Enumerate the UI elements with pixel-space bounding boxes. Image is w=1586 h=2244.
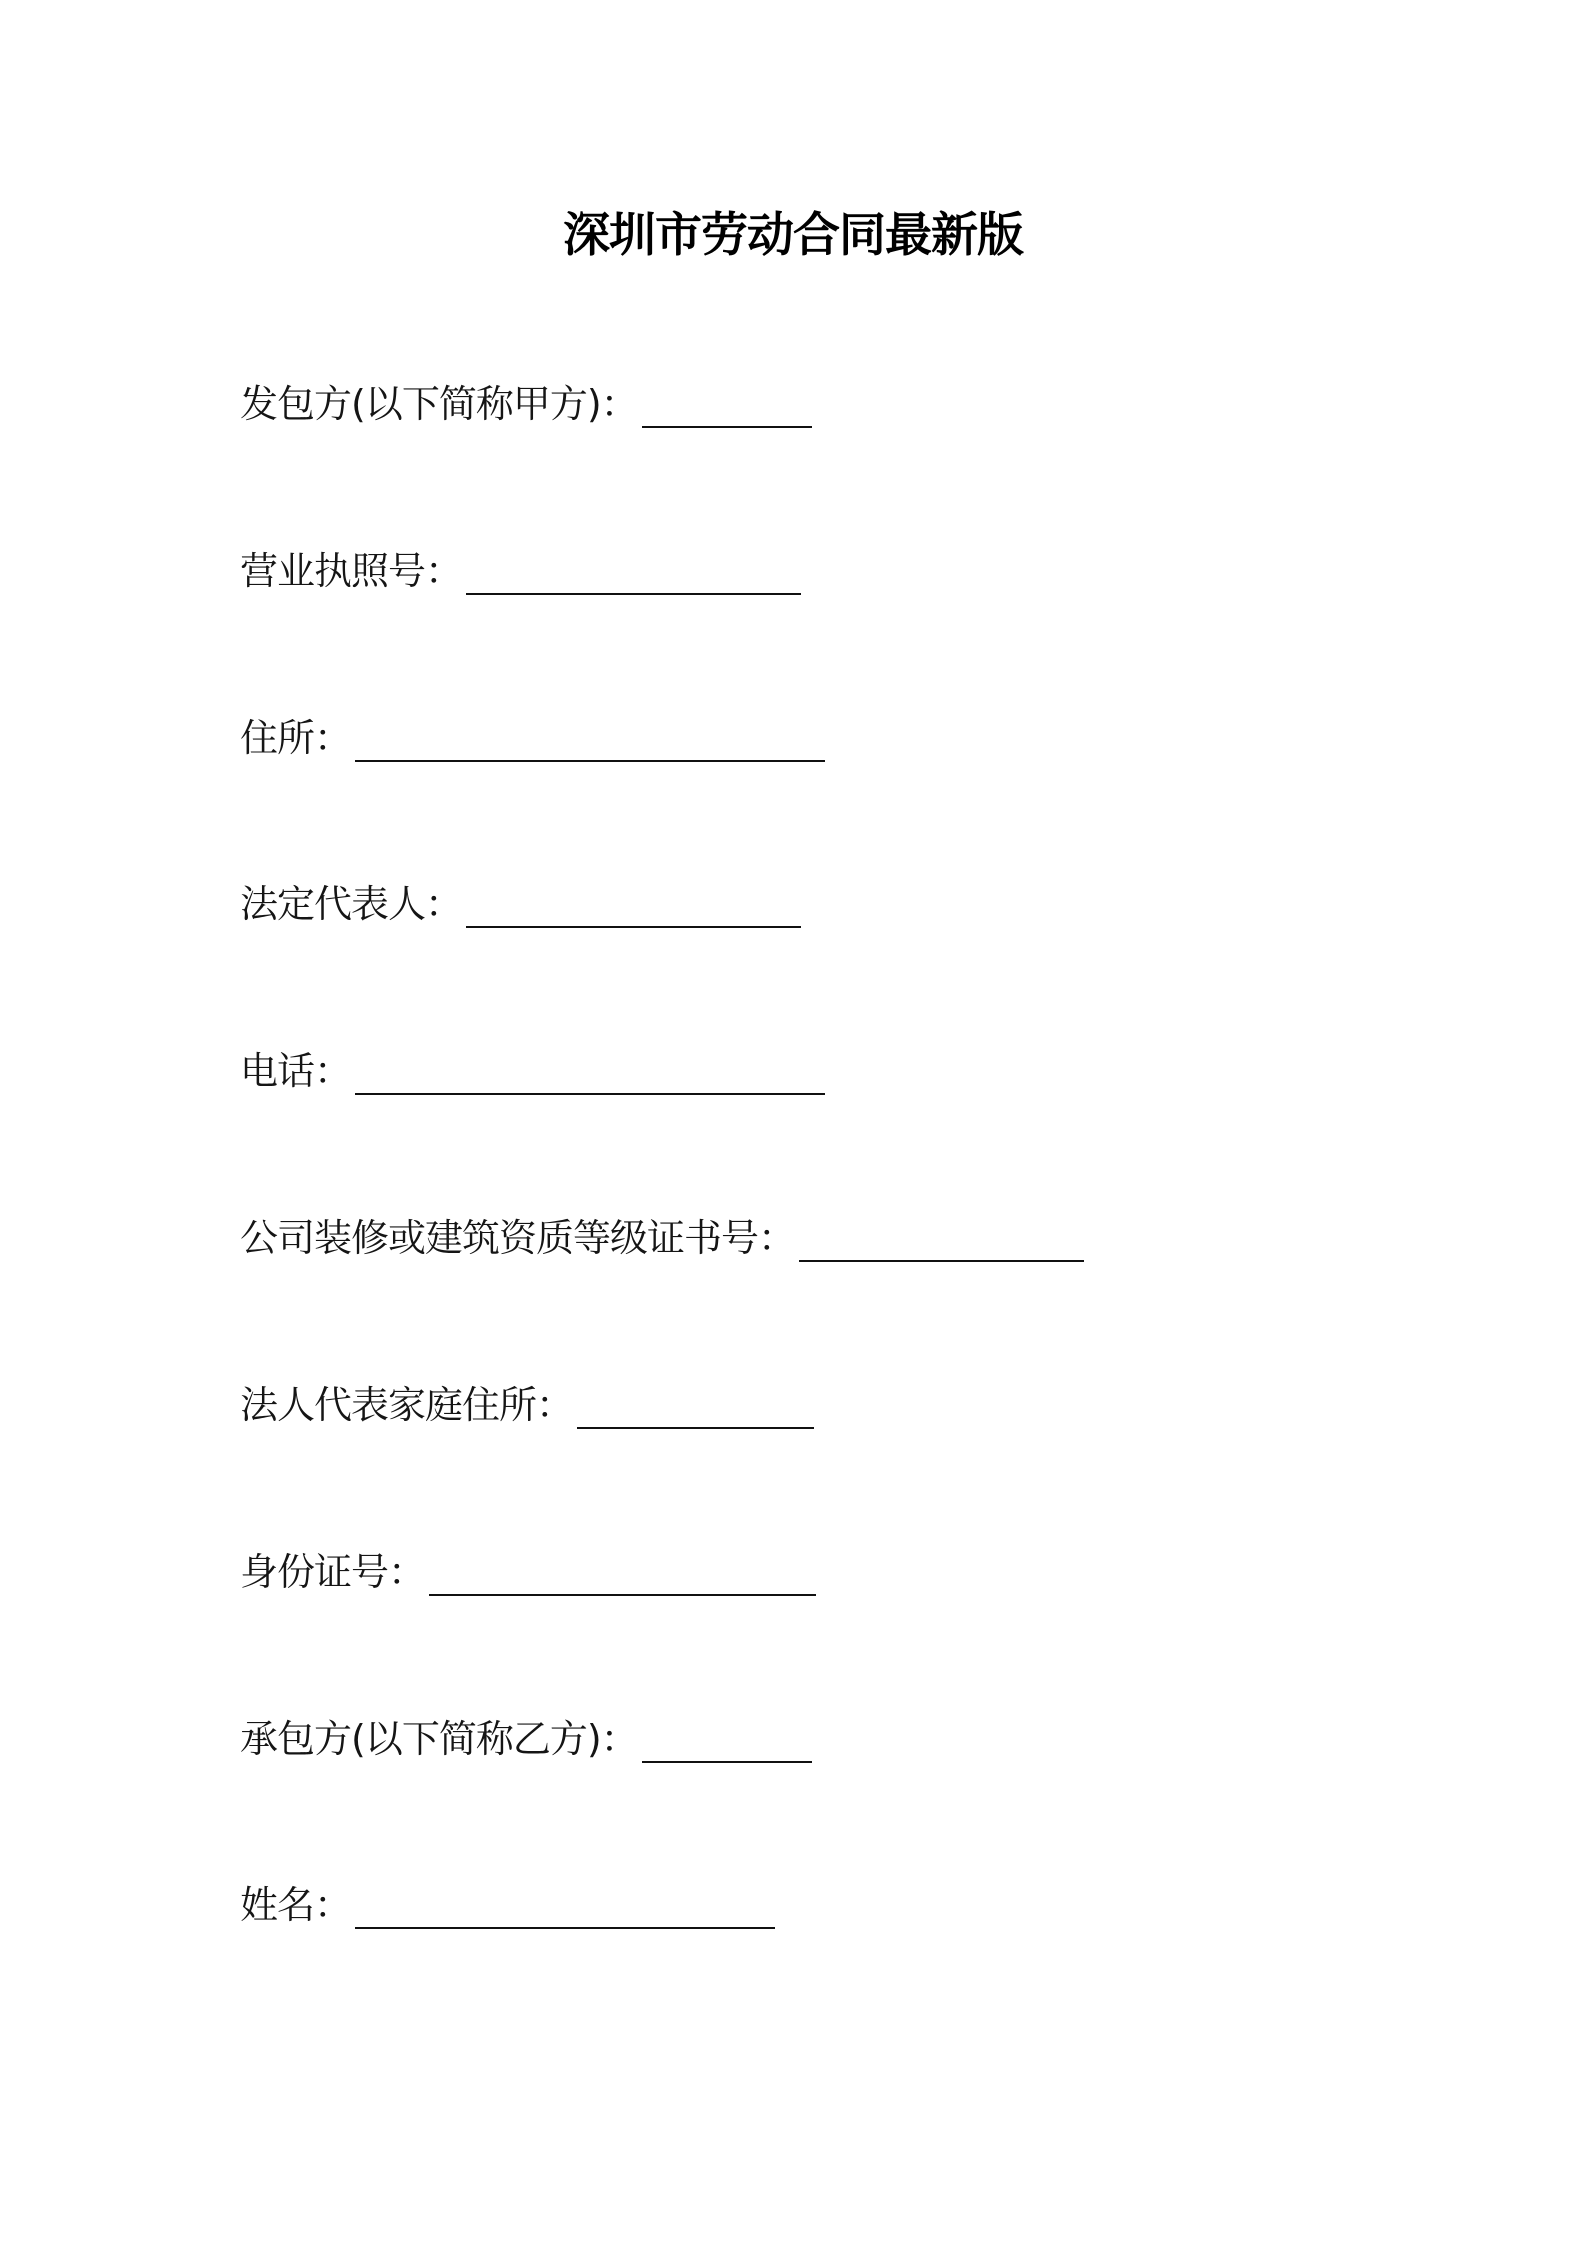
blank-line[interactable] xyxy=(355,1093,825,1095)
blank-line[interactable] xyxy=(466,593,801,595)
blank-line[interactable] xyxy=(642,426,812,428)
field-address xyxy=(240,708,825,768)
field-label: 发包方(以下简称甲方)： xyxy=(240,382,638,426)
blank-line[interactable] xyxy=(799,1260,1084,1262)
field-name xyxy=(240,1875,775,1935)
blank-line[interactable] xyxy=(429,1594,816,1596)
field-label: 法定代表人： xyxy=(240,882,463,926)
field-label: 姓名： xyxy=(240,1883,352,1927)
field-label: 公司装修或建筑资质等级证书号： xyxy=(240,1216,796,1260)
field-label: 电话： xyxy=(240,1049,352,1093)
blank-line[interactable] xyxy=(355,760,825,762)
field-representative-home-address xyxy=(240,1375,814,1435)
field-label: 住所： xyxy=(240,716,352,760)
field-label: 营业执照号： xyxy=(240,549,463,593)
field-phone xyxy=(240,1041,825,1101)
field-qualification-certificate xyxy=(240,1208,1084,1268)
field-contractor-issuer xyxy=(240,374,812,434)
blank-line[interactable] xyxy=(642,1761,812,1763)
field-label: 承包方(以下简称乙方)： xyxy=(240,1717,638,1761)
field-legal-representative xyxy=(240,874,801,934)
field-contractor-receiver xyxy=(240,1709,812,1769)
blank-line[interactable] xyxy=(355,1927,775,1929)
blank-line[interactable] xyxy=(577,1427,814,1429)
field-business-license xyxy=(240,541,801,601)
field-id-number xyxy=(240,1542,816,1602)
document-title: 深圳市劳动合同最新版 xyxy=(563,208,1023,263)
blank-line[interactable] xyxy=(466,926,801,928)
field-label: 法人代表家庭住所： xyxy=(240,1383,574,1427)
field-label: 身份证号： xyxy=(240,1550,426,1594)
